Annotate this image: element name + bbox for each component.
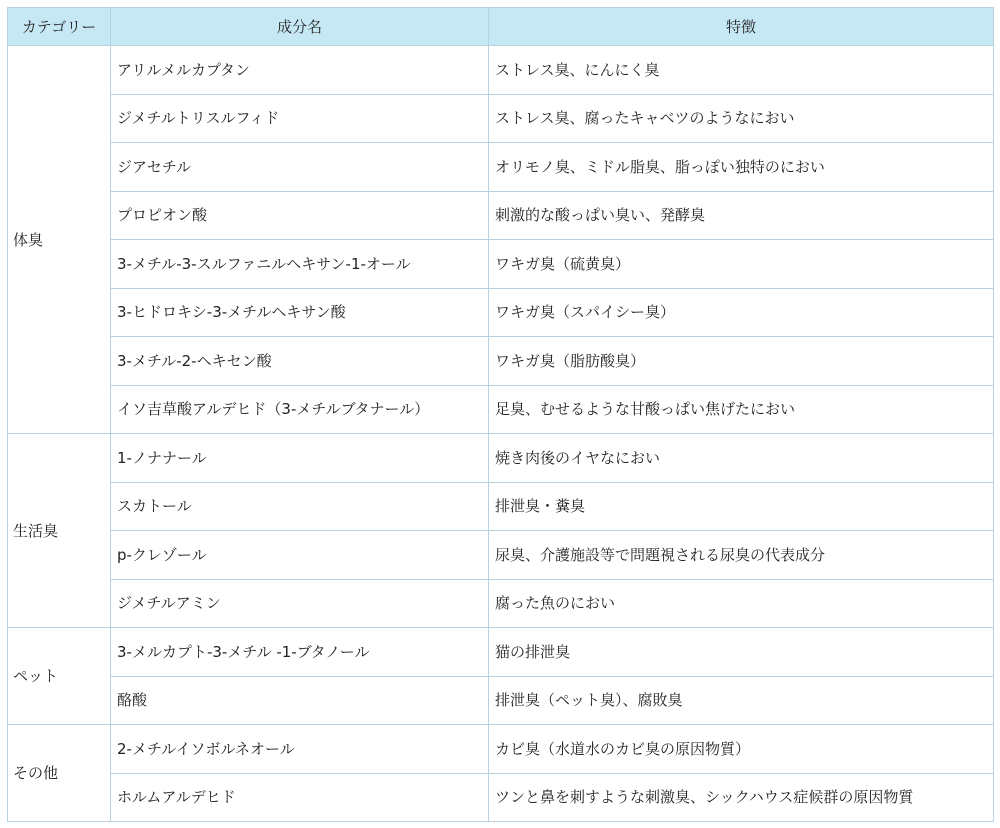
odor-components-table: [7, 7, 994, 822]
table-row: [8, 337, 994, 386]
feature: 排泄臭・糞臭: [489, 482, 994, 531]
component-name: 3-メチル-3-スルファニルヘキサン-1-オール: [111, 240, 489, 289]
component-name: ジメチルアミン: [111, 579, 489, 628]
feature: ストレス臭、腐ったキャベツのようなにおい: [489, 94, 994, 143]
component-name: ジメチルトリスルフィド: [111, 94, 489, 143]
header-category: カテゴリー: [8, 8, 111, 46]
table-row: [8, 240, 994, 289]
feature: 焼き肉後のイヤなにおい: [489, 434, 994, 483]
table-row: [8, 434, 994, 483]
table-row: [8, 579, 994, 628]
category-cell: 生活臭: [8, 434, 111, 628]
feature: 足臭、むせるような甘酸っぱい焦げたにおい: [489, 385, 994, 434]
header-row: [8, 8, 994, 46]
feature: ワキガ臭（脂肪酸臭）: [489, 337, 994, 386]
table-row: [8, 773, 994, 822]
component-name: スカトール: [111, 482, 489, 531]
feature: カビ臭（水道水のカビ臭の原因物質）: [489, 725, 994, 774]
table-row: [8, 628, 994, 677]
table-row: [8, 288, 994, 337]
header-feature: 特徴: [489, 8, 994, 46]
component-name: 3-メルカプト-3-メチル -1-ブタノール: [111, 628, 489, 677]
table-row: [8, 482, 994, 531]
component-name: イソ吉草酸アルデヒド（3-メチルブタナール）: [111, 385, 489, 434]
feature: 腐った魚のにおい: [489, 579, 994, 628]
component-name: 酪酸: [111, 676, 489, 725]
table-row: [8, 94, 994, 143]
component-name: ホルムアルデヒド: [111, 773, 489, 822]
feature: 刺激的な酸っぱい臭い、発酵臭: [489, 191, 994, 240]
table-row: [8, 46, 994, 95]
header-component-name: 成分名: [111, 8, 489, 46]
component-name: 3-メチル-2-ヘキセン酸: [111, 337, 489, 386]
feature: ストレス臭、にんにく臭: [489, 46, 994, 95]
table-row: [8, 143, 994, 192]
feature: 排泄臭（ペット臭）、腐敗臭: [489, 676, 994, 725]
category-cell: 体臭: [8, 46, 111, 434]
component-name: ジアセチル: [111, 143, 489, 192]
table-row: [8, 191, 994, 240]
component-name: アリルメルカプタン: [111, 46, 489, 95]
table-row: [8, 676, 994, 725]
feature: 尿臭、介護施設等で問題視される尿臭の代表成分: [489, 531, 994, 580]
component-name: 3-ヒドロキシ-3-メチルヘキサン酸: [111, 288, 489, 337]
table-row: [8, 385, 994, 434]
category-cell: その他: [8, 725, 111, 822]
feature: ツンと鼻を刺すような刺激臭、シックハウス症候群の原因物質: [489, 773, 994, 822]
component-name: プロピオン酸: [111, 191, 489, 240]
table-row: [8, 531, 994, 580]
category-cell: ペット: [8, 628, 111, 725]
table-row: [8, 725, 994, 774]
feature: ワキガ臭（スパイシー臭）: [489, 288, 994, 337]
component-name: p-クレゾール: [111, 531, 489, 580]
component-name: 2-メチルイソボルネオール: [111, 725, 489, 774]
feature: ワキガ臭（硫黄臭）: [489, 240, 994, 289]
feature: 猫の排泄臭: [489, 628, 994, 677]
component-name: 1-ノナナール: [111, 434, 489, 483]
feature: オリモノ臭、ミドル脂臭、脂っぽい独特のにおい: [489, 143, 994, 192]
